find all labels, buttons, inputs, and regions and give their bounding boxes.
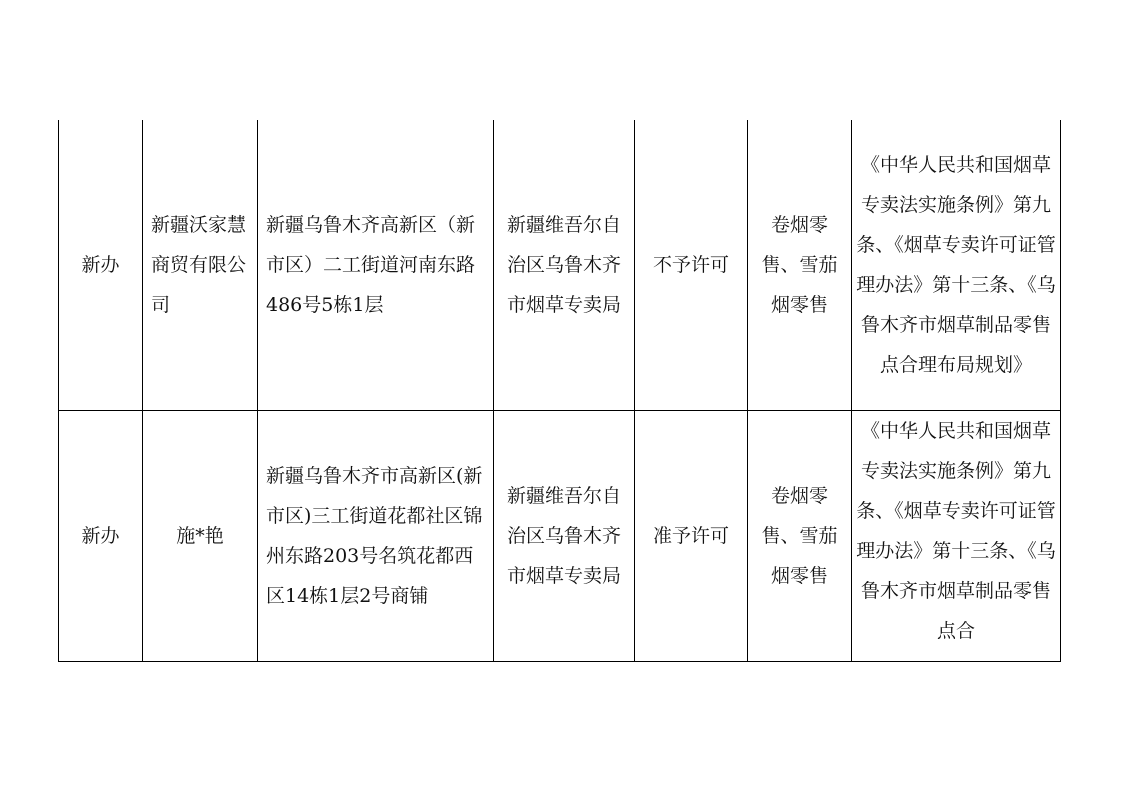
business-address: 新疆乌鲁木齐高新区（新市区）二工街道河南东路486号5栋1层	[266, 214, 476, 316]
business-scope: 卷烟零售、雪茄烟零售	[761, 214, 838, 316]
scope-cell	[748, 120, 852, 411]
scope-cell	[748, 411, 852, 662]
applicant-cell	[143, 120, 258, 411]
table-row	[59, 411, 1061, 662]
authority-cell	[494, 120, 635, 411]
row-type: 新办	[81, 525, 120, 547]
legal-basis: 《中华人民共和国烟草专卖法实施条例》第九条、《烟草专卖许可证管理办法》第十三条、《乌鲁木齐市烟草制品零售点合理布局规划》	[856, 154, 1056, 376]
row-type-cell	[59, 411, 143, 662]
row-type: 新办	[81, 254, 120, 276]
address-cell	[258, 411, 494, 662]
issuing-authority: 新疆维吾尔自治区乌鲁木齐市烟草专卖局	[506, 485, 621, 587]
license-decision: 准予许可	[652, 525, 729, 547]
business-scope: 卷烟零售、雪茄烟零售	[761, 485, 838, 587]
legal-basis: 《中华人民共和国烟草专卖法实施条例》第九条、《烟草专卖许可证管理办法》第十三条、《乌鲁木齐市烟草制品零售点合	[856, 420, 1056, 642]
issuing-authority: 新疆维吾尔自治区乌鲁木齐市烟草专卖局	[506, 214, 621, 316]
table-row	[59, 120, 1061, 411]
address-cell	[258, 120, 494, 411]
decision-cell	[635, 120, 748, 411]
decision-cell	[635, 411, 748, 662]
applicant-name: 施*艳	[176, 525, 224, 547]
row-type-cell	[59, 120, 143, 411]
business-address: 新疆乌鲁木齐市高新区(新市区)三工街道花都社区锦州东路203号名筑花都西区14栋1层2号商铺	[266, 465, 483, 607]
applicant-name: 新疆沃家慧商贸有限公司	[151, 214, 247, 316]
license-table	[58, 120, 1061, 662]
authority-cell	[494, 411, 635, 662]
basis-cell	[852, 411, 1061, 662]
license-decision: 不予许可	[652, 254, 729, 276]
applicant-cell	[143, 411, 258, 662]
basis-cell	[852, 120, 1061, 411]
